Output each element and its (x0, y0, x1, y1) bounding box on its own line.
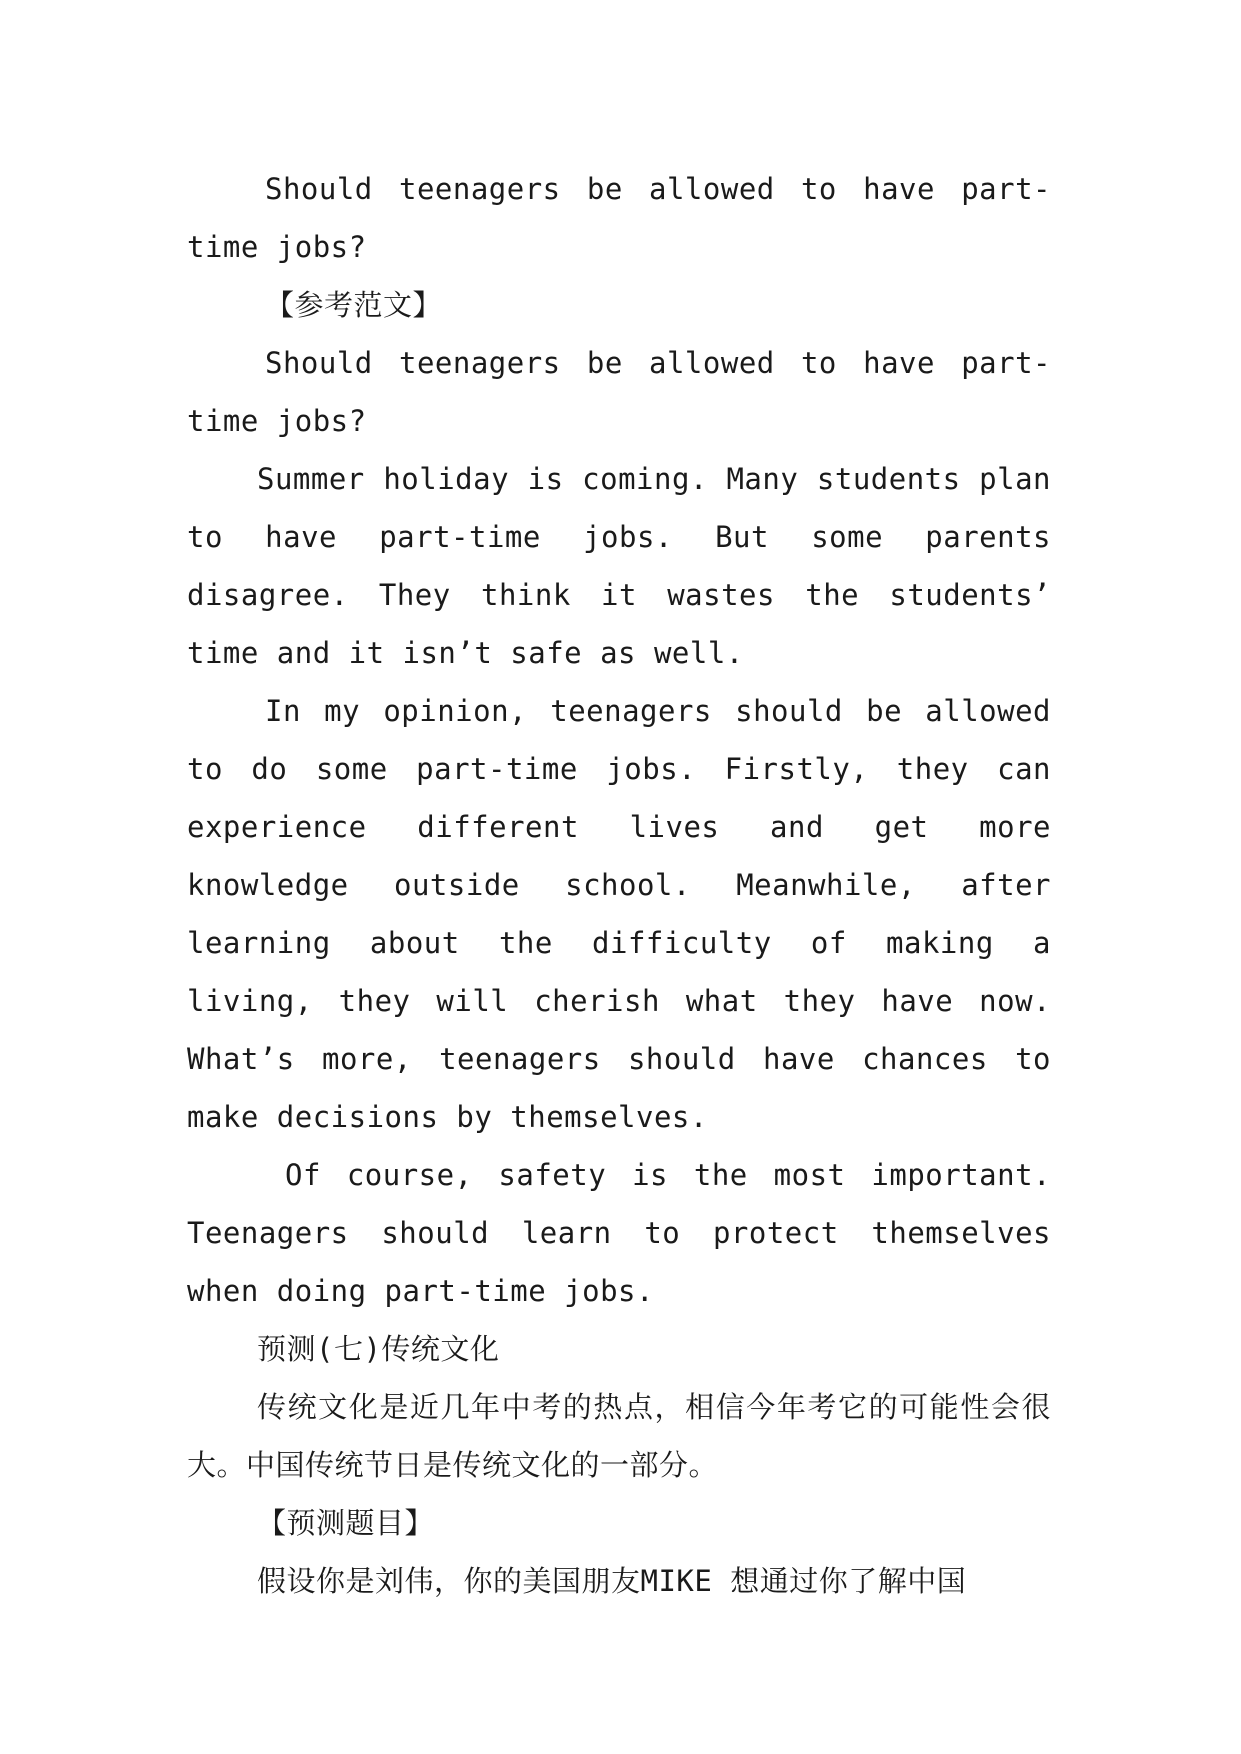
essay-paragraph-1: Summer holiday is coming. Many students plan to have part-time jobs. But some parents disagree. They think it wastes the students’ time and it isn’t safe as well. (187, 462, 1051, 670)
prediction-intro: 传统文化是近几年中考的热点，相信今年考它的可能性会很大。中国传统节日是传统文化的一部分。 (187, 1390, 1051, 1482)
essay-title: Should teenagers be allowed to have part-time jobs? (187, 346, 1051, 438)
sample-essay-heading: 【参考范文】 (265, 288, 443, 322)
question-heading: 【预测题目】 (257, 1506, 435, 1540)
question-text: 假设你是刘伟，你的美国朋友MIKE 想通过你了解中国 (257, 1564, 967, 1598)
document-page (187, 160, 1051, 1610)
essay-paragraph-2: In my opinion, teenagers should be allowed to do some part-time jobs. Firstly, they can experience different lives and get more knowledge outside school. Meanwhile, after learning about the difficulty of making a living, they will cherish what they have now. What’s more, teenagers should have chances to make decisions by themselves. (187, 694, 1051, 1134)
topic-title: Should teenagers be allowed to have part-time jobs? (187, 172, 1051, 264)
prediction-section-heading: 预测(七)传统文化 (257, 1332, 500, 1366)
essay-paragraph-3: Of course, safety is the most important. Teenagers should learn to protect themselves when doing part-time jobs. (187, 1158, 1051, 1308)
